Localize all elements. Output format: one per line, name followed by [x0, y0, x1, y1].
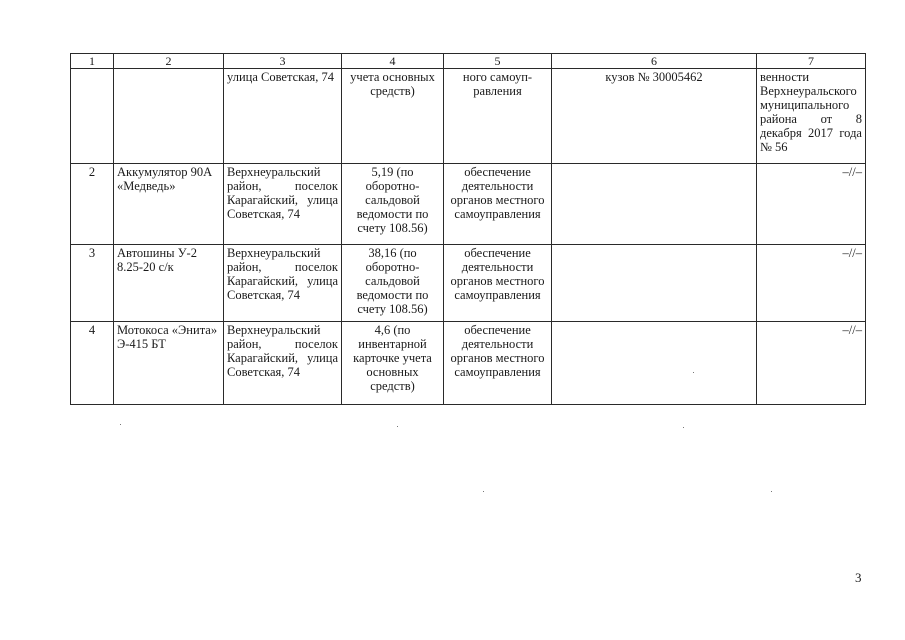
cost-cell: 5,19 (по оборотно-сальдовой ведомости по счету 108.56)	[342, 164, 444, 245]
table-row	[71, 322, 866, 405]
basis-ditto-cell: –//–	[757, 322, 866, 405]
basis-ditto-cell: –//–	[757, 245, 866, 322]
item-name-cell	[114, 69, 224, 164]
scan-speck	[683, 427, 684, 428]
column-number-4: 4	[342, 54, 444, 69]
row-number-cell: 4	[71, 322, 114, 405]
scan-speck	[771, 491, 772, 492]
basis-ditto-cell: –//–	[757, 164, 866, 245]
row-number-cell: 2	[71, 164, 114, 245]
identifier-cell	[552, 322, 757, 405]
item-name-cell: Мотокоса «Энита» Э-415 БТ	[114, 322, 224, 405]
column-number-5: 5	[444, 54, 552, 69]
page-number: 3	[855, 570, 862, 585]
table-row	[71, 69, 866, 164]
column-number-1: 1	[71, 54, 114, 69]
column-number-2: 2	[114, 54, 224, 69]
identifier-cell	[552, 245, 757, 322]
address-cell: Верхнеуральский район, поселок Карагайский, улица Советская, 74	[224, 322, 342, 405]
column-number-7: 7	[757, 54, 866, 69]
cost-cell: 4,6 (по инвентарной карточке учета основных средств)	[342, 322, 444, 405]
purpose-cell: обеспечение деятельности органов местного самоуправления	[444, 245, 552, 322]
column-number-row	[71, 54, 866, 69]
table-row	[71, 245, 866, 322]
row-number-cell	[71, 69, 114, 164]
column-number-6: 6	[552, 54, 757, 69]
address-cell: Верхнеуральский район, поселок Карагайский, улица Советская, 74	[224, 164, 342, 245]
cost-cell: 38,16 (по оборотно-сальдовой ведомости по счету 108.56)	[342, 245, 444, 322]
row-number-cell: 3	[71, 245, 114, 322]
identifier-cell: кузов № 30005462	[552, 69, 757, 164]
purpose-cell: ного самоуп-равления	[444, 69, 552, 164]
property-registry-table	[70, 53, 866, 405]
column-number-3: 3	[224, 54, 342, 69]
identifier-cell	[552, 164, 757, 245]
purpose-cell: обеспечение деятельности органов местного самоуправления	[444, 322, 552, 405]
address-cell: Верхнеуральский район, поселок Карагайский, улица Советская, 74	[224, 245, 342, 322]
scan-speck	[120, 424, 121, 425]
item-name-cell: Аккумулятор 90А «Медведь»	[114, 164, 224, 245]
purpose-cell: обеспечение деятельности органов местного самоуправления	[444, 164, 552, 245]
table-row	[71, 164, 866, 245]
scan-speck	[483, 491, 484, 492]
scan-speck	[693, 372, 694, 373]
cost-cell: учета основных средств)	[342, 69, 444, 164]
scan-speck	[397, 426, 398, 427]
basis-cell: венности Верхнеуральского муниципального района от 8 декабря 2017 года № 56	[757, 69, 866, 164]
item-name-cell: Автошины У-2 8.25-20 с/к	[114, 245, 224, 322]
address-cell: улица Советская, 74	[224, 69, 342, 164]
